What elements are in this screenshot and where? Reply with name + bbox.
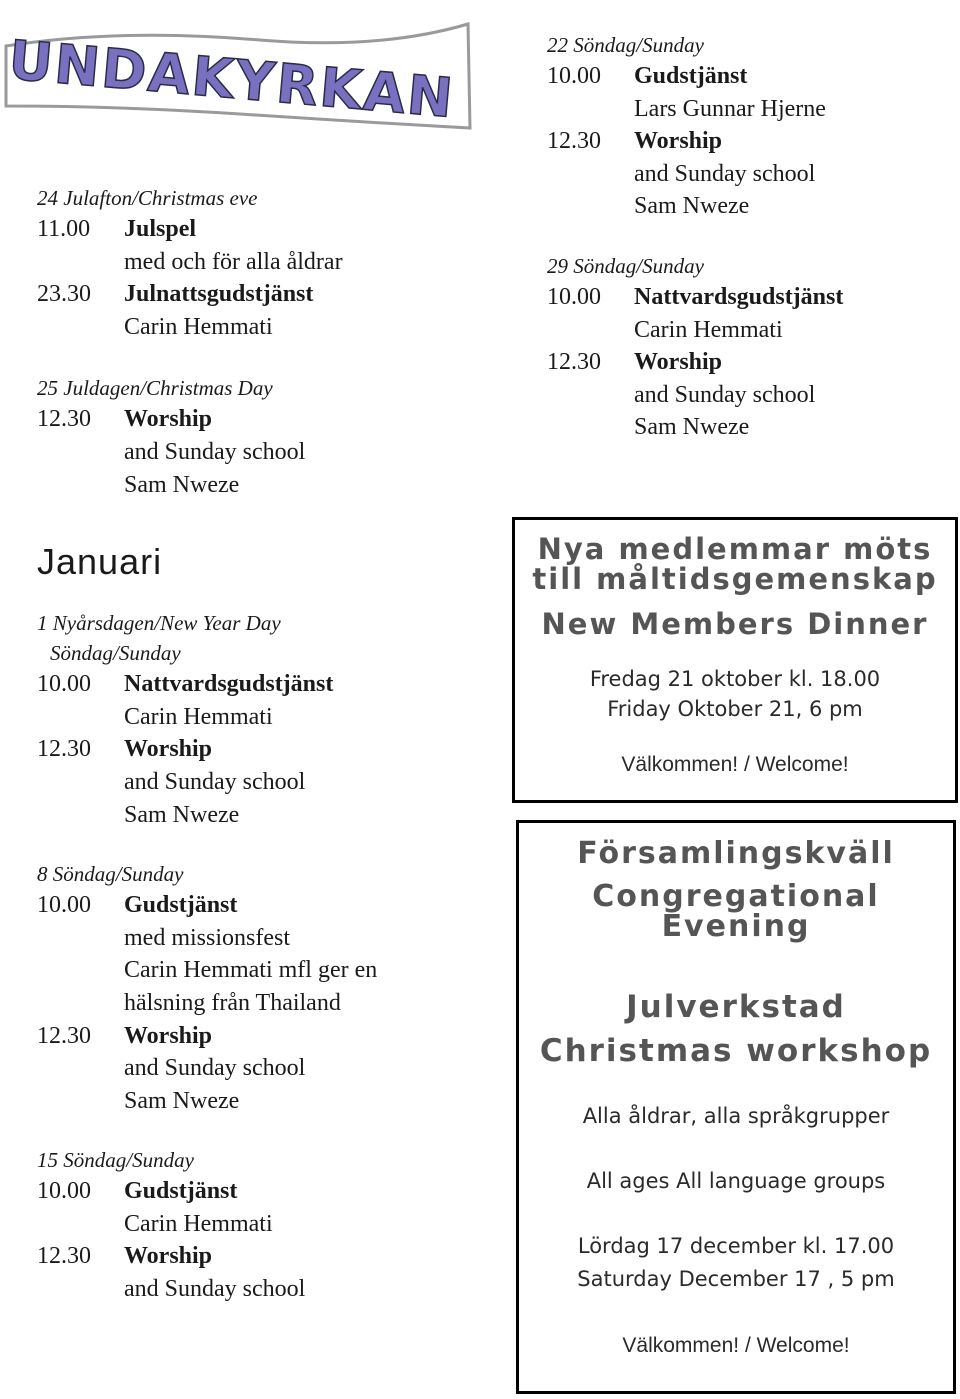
box2-when-sv: Lördag 17 december kl. 17.00 — [577, 1234, 895, 1258]
box2-heading-en-2: Evening — [661, 909, 811, 944]
service-detail: Sam Nweze — [124, 801, 240, 828]
service-item — [37, 733, 477, 766]
service-item — [37, 1020, 477, 1053]
service-item — [37, 668, 477, 701]
church-logo — [0, 10, 480, 130]
service-time: 12.30 — [547, 349, 601, 376]
box2-sub-sv: Julverkstad — [626, 989, 846, 1025]
service-title: Worship — [124, 1022, 213, 1049]
service-time: 12.30 — [37, 406, 91, 433]
service-title: Julspel — [124, 216, 197, 242]
service-item — [547, 346, 947, 379]
service-title: Worship — [124, 1243, 213, 1270]
service-item — [37, 403, 477, 436]
day-date: 22 Söndag/Sunday — [547, 33, 704, 57]
service-detail: Sam Nweze — [634, 193, 750, 220]
service-time: 12.30 — [37, 1243, 91, 1270]
service-detail: Carin Hemmati — [124, 703, 273, 730]
box1-when-en: Friday Oktober 21, 6 pm — [607, 697, 863, 721]
box2-heading-en-1: Congregational — [592, 879, 880, 914]
service-time: 10.00 — [37, 1178, 91, 1205]
december-schedule — [37, 183, 477, 501]
box1-welcome: Välkommen! / Welcome! — [621, 753, 849, 776]
service-detail: Sam Nweze — [634, 414, 750, 441]
service-detail: and Sunday school — [124, 1276, 306, 1303]
schedule-left-column — [37, 183, 477, 1306]
schedule-right-column — [547, 30, 947, 444]
service-detail: and Sunday school — [634, 381, 816, 408]
new-members-dinner-box — [512, 517, 958, 803]
box2-welcome: Välkommen! / Welcome! — [622, 1334, 850, 1357]
service-detail: Lars Gunnar Hjerne — [634, 95, 826, 122]
box2-heading-sv: Församlingskväll — [577, 836, 895, 871]
box2-ages-en: All ages All language groups — [586, 1169, 886, 1193]
day-gap — [547, 223, 947, 251]
box1-heading-en: New Members Dinner — [541, 607, 929, 641]
service-title: Gudstjänst — [124, 1178, 238, 1205]
service-title: Worship — [634, 349, 723, 376]
service-detail: Carin Hemmati — [124, 313, 273, 340]
service-item — [547, 125, 947, 158]
service-time: 10.00 — [547, 283, 601, 310]
service-time: 10.00 — [547, 63, 601, 89]
service-detail: Sam Nweze — [124, 471, 240, 498]
service-time: 11.00 — [37, 216, 91, 242]
service-detail: hälsning från Thailand — [124, 989, 341, 1016]
service-detail: and Sunday school — [124, 768, 306, 795]
box2-when-en: Saturday December 17 , 5 pm — [577, 1267, 895, 1291]
service-detail: Carin Hemmati — [634, 316, 783, 343]
box2-ages-sv: Alla åldrar, alla språkgrupper — [582, 1104, 890, 1128]
congregational-evening-box — [516, 820, 956, 1394]
service-time: 10.00 — [37, 671, 91, 698]
service-time: 23.30 — [37, 281, 91, 308]
service-title: Nattvardsgudstjänst — [124, 671, 334, 698]
service-time: 12.30 — [37, 1022, 91, 1049]
service-detail: Carin Hemmati — [124, 1210, 273, 1237]
service-title: Worship — [124, 406, 213, 433]
service-title: Worship — [124, 736, 213, 763]
january-schedule-right — [547, 30, 947, 444]
box1-heading-sv-2: till måltidsgemenskap — [532, 562, 938, 596]
service-detail: and Sunday school — [124, 438, 306, 465]
box2-sub-en: Christmas workshop — [539, 1033, 933, 1069]
day-date: 8 Söndag/Sunday — [37, 862, 184, 887]
service-item — [37, 1240, 477, 1273]
day-date: 29 Söndag/Sunday — [547, 253, 704, 278]
day-date: 24 Julafton/Christmas eve — [37, 186, 258, 210]
day-gap — [37, 831, 477, 859]
service-detail: Carin Hemmati mfl ger en — [124, 957, 378, 984]
box1-when-sv: Fredag 21 oktober kl. 18.00 — [589, 667, 881, 691]
service-title: Worship — [634, 128, 723, 155]
service-item — [37, 213, 477, 246]
service-time: 10.00 — [37, 892, 91, 919]
service-title: Gudstjänst — [634, 63, 748, 89]
service-time: 12.30 — [37, 736, 91, 763]
service-detail: and Sunday school — [124, 1055, 306, 1082]
day-date: 1 Nyårsdagen/New Year Day — [37, 611, 281, 636]
day-gap — [37, 1117, 477, 1145]
service-detail: Sam Nweze — [124, 1087, 240, 1114]
service-title: Julnattsgudstjänst — [124, 281, 314, 308]
service-item — [37, 278, 477, 311]
service-item — [37, 1175, 477, 1208]
day-date: 15 Söndag/Sunday — [37, 1148, 194, 1173]
service-item — [547, 60, 947, 93]
logo-text: UNDAKYRKAN — [6, 28, 458, 130]
service-time: 12.30 — [547, 128, 601, 155]
month-heading: Januari — [37, 541, 163, 583]
day-date: 25 Juldagen/Christmas Day — [37, 376, 273, 401]
service-title: Gudstjänst — [124, 892, 238, 919]
service-detail: med och för alla åldrar — [124, 248, 343, 275]
service-item — [37, 889, 477, 922]
service-detail: and Sunday school — [634, 160, 816, 187]
box1-heading-sv-1: Nya medlemmar möts — [537, 532, 933, 566]
day-date-secondary: Söndag/Sunday — [50, 641, 181, 666]
service-item — [547, 281, 947, 314]
service-title: Nattvardsgudstjänst — [634, 283, 844, 310]
day-gap — [37, 343, 477, 373]
service-detail: med missionsfest — [124, 924, 290, 951]
january-schedule-left — [37, 608, 477, 1306]
